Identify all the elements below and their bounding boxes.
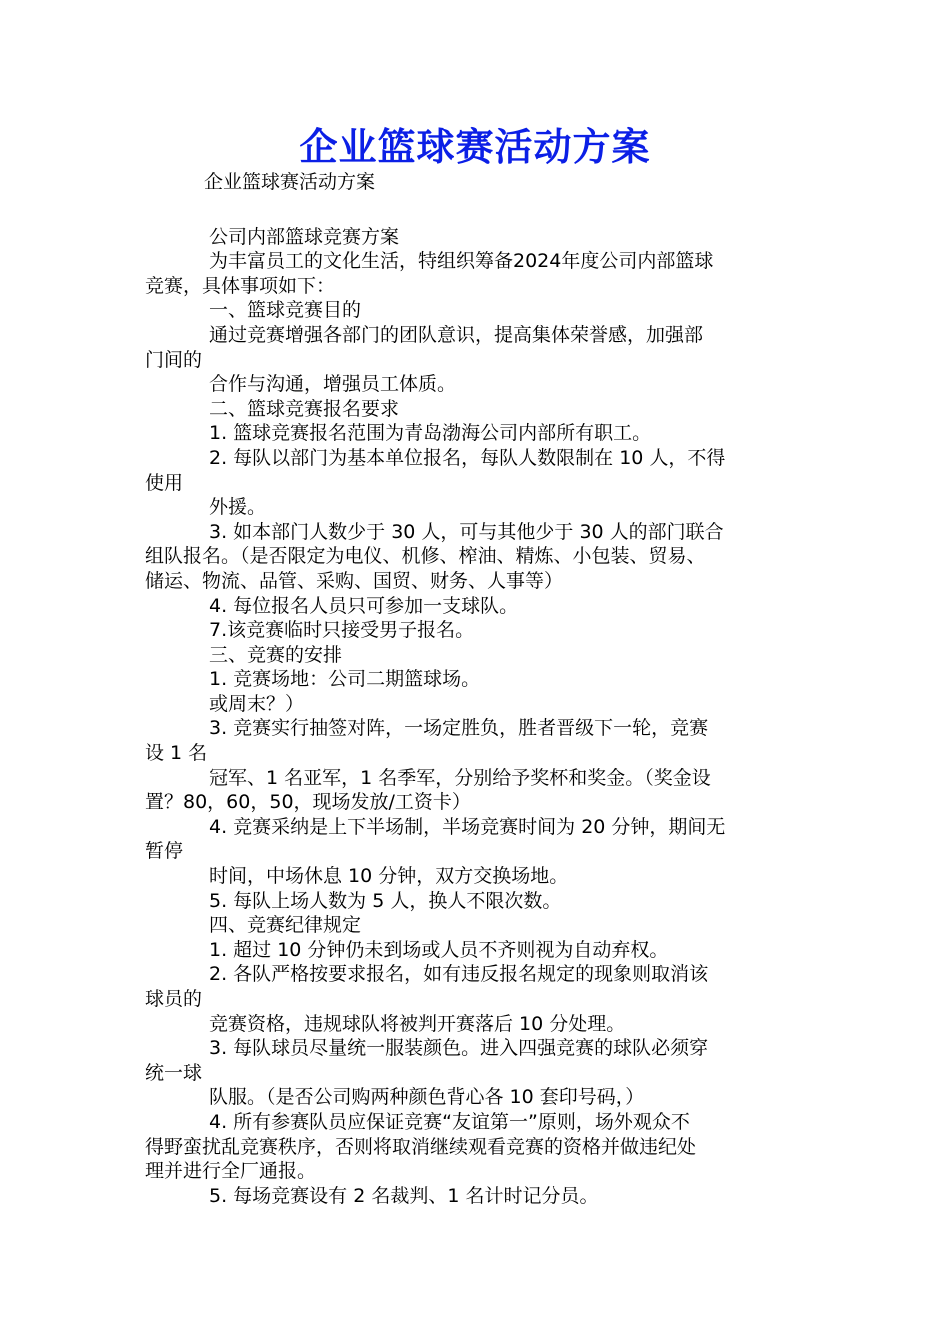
- paragraph-line: 队服。（是否公司购两种颜色背心各 10 套印号码，）: [209, 1086, 645, 1109]
- paragraph-line: 使用: [145, 471, 184, 494]
- list-item: 4. 每位报名人员只可参加一支球队。: [209, 594, 519, 617]
- list-item: 3. 竞赛实行抽签对阵，一场定胜负，胜者晋级下一轮，竞赛: [209, 717, 709, 740]
- paragraph-line: 设 1 名: [145, 742, 208, 765]
- list-item: 5. 每队上场人数为 5 人，换人不限次数。: [209, 889, 562, 912]
- paragraph-line: 竞赛，具体事项如下：: [145, 274, 336, 297]
- paragraph-line: 组队报名。（是否限定为电仪、机修、榨油、精炼、小包装、贸易、: [145, 545, 706, 568]
- document-title: 企业篮球赛活动方案: [299, 124, 651, 169]
- paragraph-line: 合作与沟通，增强员工体质。: [209, 373, 457, 396]
- list-item: 1. 竞赛场地：公司二期篮球场。: [209, 668, 481, 691]
- list-item: 3. 如本部门人数少于 30 人，可与其他少于 30 人的部门联合: [209, 520, 724, 543]
- list-item: 5. 每场竞赛设有 2 名裁判、1 名计时记分员。: [209, 1184, 599, 1207]
- paragraph-line: 统一球: [145, 1061, 203, 1084]
- list-item: 7.该竞赛临时只接受男子报名。: [209, 619, 475, 642]
- list-item: 1. 超过 10 分钟仍未到场或人员不齐则视为自动弃权。: [209, 938, 669, 961]
- section-heading: 一、篮球竞赛目的: [209, 299, 362, 322]
- blank-gap: [145, 195, 815, 225]
- list-item: 4. 竞赛采纳是上下半场制，半场竞赛时间为 20 分钟，期间无: [209, 815, 726, 838]
- paragraph-line: 冠军、1 名亚军，1 名季军，分别给予奖杯和奖金。（奖金设: [209, 766, 711, 789]
- section-heading: 四、竞赛纪律规定: [209, 914, 362, 937]
- list-item: 2. 每队以部门为基本单位报名，每队人数限制在 10 人，不得: [209, 446, 726, 469]
- list-item: 3. 每队球员尽量统一服装颜色。进入四强竞赛的球队必须穿: [209, 1037, 709, 1060]
- section-heading: 公司内部篮球竞赛方案: [209, 225, 400, 248]
- list-item: 4. 所有参赛队员应保证竞赛“友谊第一”原则，场外观众不: [209, 1110, 690, 1133]
- section-heading: 二、篮球竞赛报名要求: [209, 397, 400, 420]
- list-item: 2. 各队严格按要求报名，如有违反报名规定的现象则取消该: [209, 963, 709, 986]
- paragraph-line: 时间，中场休息 10 分钟，双方交换场地。: [209, 865, 569, 888]
- paragraph-line: 球员的: [145, 988, 203, 1010]
- paragraph-line: 外援。: [209, 496, 267, 519]
- paragraph-line: 或周末？）: [209, 692, 305, 715]
- paragraph-line: 理并进行全厂通报。: [145, 1160, 317, 1183]
- paragraph-line: 通过竞赛增强各部门的团队意识，提高集体荣誉感，加强部: [209, 323, 704, 346]
- paragraph-line: 门间的: [145, 348, 203, 371]
- list-item: 1. 篮球竞赛报名范围为青岛渤海公司内部所有职工。: [209, 422, 652, 445]
- subtitle-line: 企业篮球赛活动方案: [204, 171, 376, 193]
- paragraph-line: 置？80，60，50，现场发放/工资卡）: [145, 791, 471, 814]
- paragraph-line: 暂停: [145, 840, 184, 863]
- paragraph-line: 竞赛资格，违规球队将被判开赛落后 10 分处理。: [209, 1012, 626, 1035]
- paragraph-line: 为丰富员工的文化生活，特组织筹备2024年度公司内部篮球: [209, 250, 714, 273]
- paragraph-line: 储运、物流、品管、采购、国贸、财务、人事等）: [145, 569, 564, 592]
- document-body: [145, 170, 815, 1208]
- paragraph-line: 得野蛮扰乱竞赛秩序，否则将取消继续观看竞赛的资格并做违纪处: [145, 1135, 697, 1158]
- section-heading: 三、竞赛的安排: [209, 643, 343, 666]
